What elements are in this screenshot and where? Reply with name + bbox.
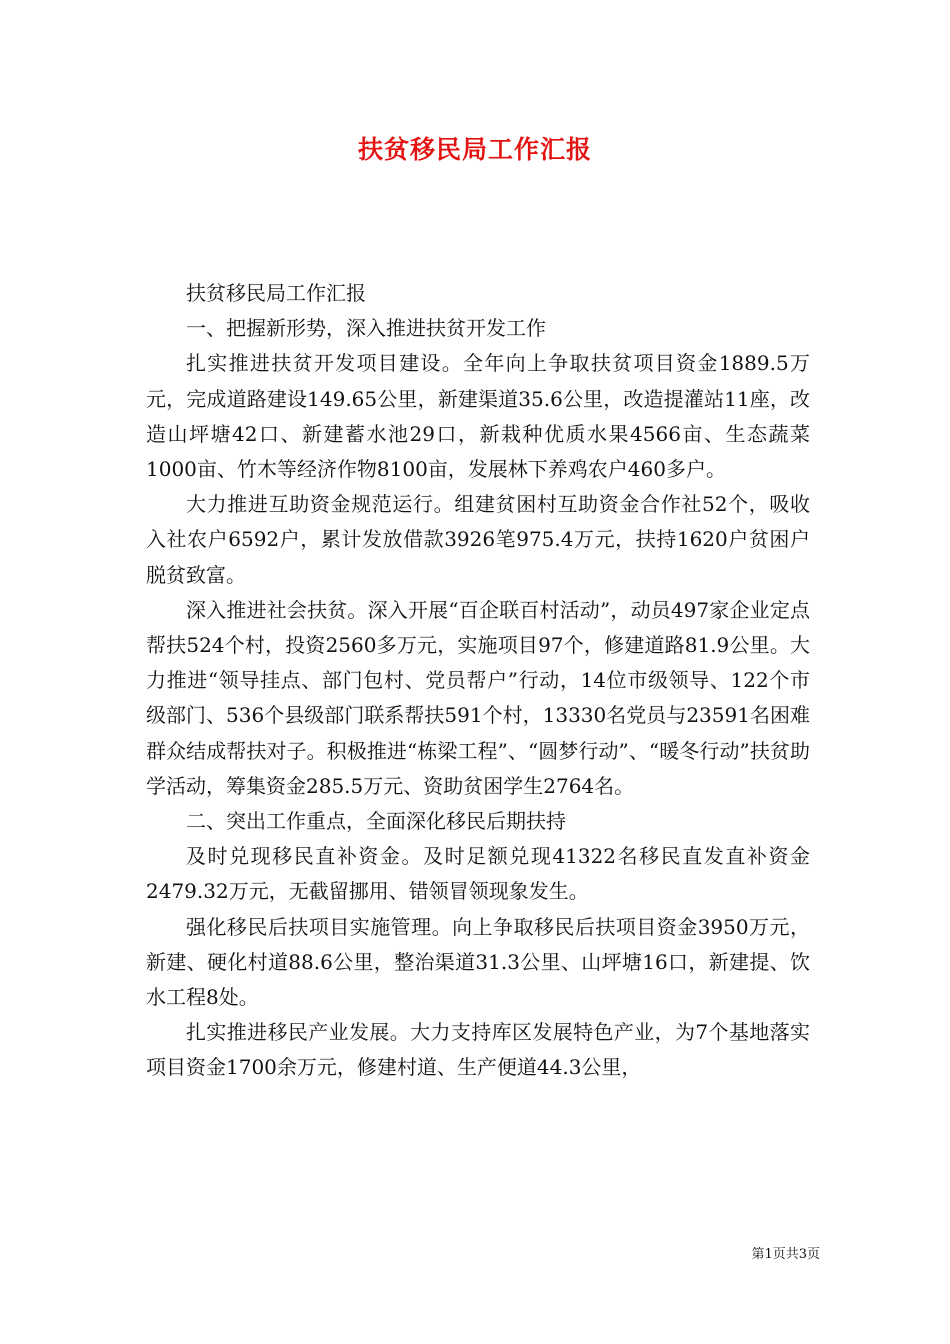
paragraph: 大力推进互助资金规范运行。组建贫困村互助资金合作社52个，吸收入社农户6592户，累计发放借款3926笔975.4万元，扶持1620户贫困户脱贫致富。 <box>146 492 810 587</box>
document-title: 扶贫移民局工作汇报 <box>357 135 592 164</box>
section-heading-2: 二、突出工作重点，全面深化移民后期扶持 <box>186 809 566 834</box>
paragraph: 及时兑现移民直补资金。及时足额兑现41322名移民直发直补资金2479.32万元，无截留挪用、错领冒领现象发生。 <box>146 844 810 904</box>
paragraph: 扎实推进扶贫开发项目建设。全年向上争取扶贫项目资金1889.5万元，完成道路建设149.65公里，新建渠道35.6公里，改造提灌站11座，改造山坪塘42口、新建蓄水池29口，新栽种优质水果4566亩、生态蔬菜1000亩、竹木等经济作物8100亩，发展林下养鸡农户460多户。 <box>146 351 810 482</box>
paragraph: 强化移民后扶项目实施管理。向上争取移民后扶项目资金3950万元，新建、硬化村道88.6公里，整治渠道31.3公里、山坪塘16口，新建提、饮水工程8处。 <box>146 914 810 1010</box>
page-number: 第1页共3页 <box>751 1247 820 1262</box>
paragraph-subtitle: 扶贫移民局工作汇报 <box>186 281 366 305</box>
document-body <box>146 276 810 1086</box>
paragraph: 扎实推进移民产业发展。大力支持库区发展特色产业，为7个基地落实项目资金1700余万元，修建村道、生产便道44.3公里， <box>146 1020 810 1080</box>
section-heading-1: 一、把握新形势，深入推进扶贫开发工作 <box>186 316 546 341</box>
paragraph: 深入推进社会扶贫。深入开展“百企联百村活动”，动员497家企业定点帮扶524个村，投资2560多万元，实施项目97个，修建道路81.9公里。大力推进“领导挂点、部门包村、党员帮户”行动，14位市级领导、122个市级部门、536个县级部门联系帮扶591个村，13330名党员与23591名困难群众结成帮扶对子。积极推进“栋梁工程”、“圆梦行动”、“暖冬行动”扶贫助学活动，筹集资金285.5万元、资助贫困学生2764名。 <box>146 597 810 798</box>
